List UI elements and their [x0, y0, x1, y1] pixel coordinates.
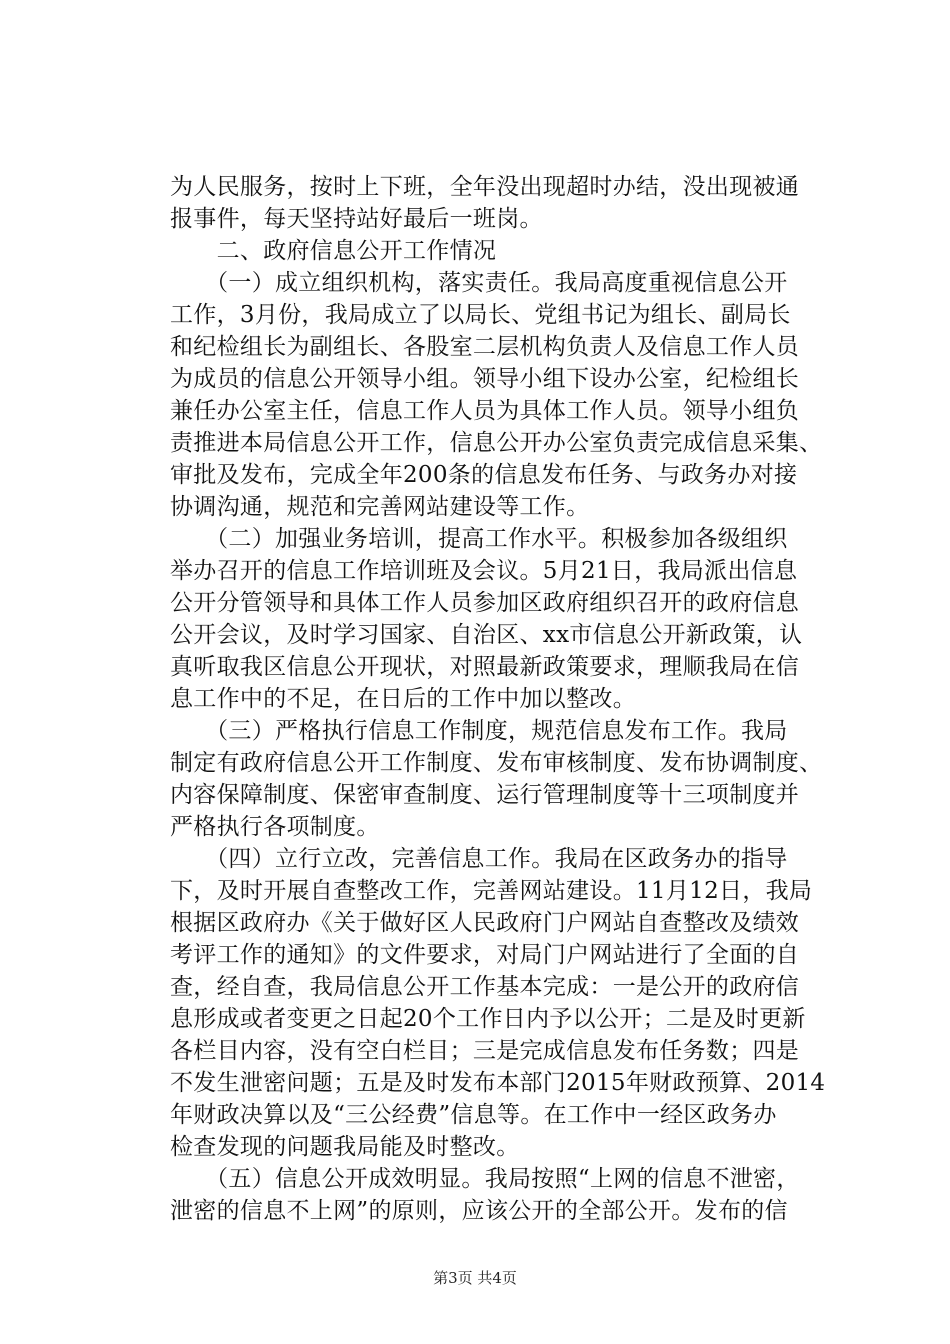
document-body [170, 171, 830, 1227]
text-line: （三）严格执行信息工作制度，规范信息发布工作。我局 [170, 718, 788, 744]
text-line: 下，及时开展自查整改工作，完善网站建设。11月12日，我局 [170, 878, 813, 904]
text-line: 工作，3月份，我局成立了以局长、党组书记为组长、副局长 [170, 302, 791, 328]
text-line: 为人民服务，按时上下班，全年没出现超时办结，没出现被通 [170, 174, 800, 200]
text-line: （二）加强业务培训，提高工作水平。积极参加各级组织 [170, 526, 788, 552]
text-line: （五）信息公开成效明显。我局按照“上网的信息不泄密， [170, 1166, 800, 1192]
text-line: 协调沟通，规范和完善网站建设等工作。 [170, 494, 590, 520]
page-footer: 第3页 共4页 [433, 1269, 517, 1287]
text-line: 举办召开的信息工作培训班及会议。5月21日，我局派出信息 [170, 558, 798, 584]
text-line: 检查发现的问题我局能及时整改。 [170, 1134, 520, 1160]
text-line: 公开会议，及时学习国家、自治区、xx市信息公开新政策，认 [170, 622, 803, 648]
text-line: 公开分管领导和具体工作人员参加区政府组织召开的政府信息 [170, 590, 800, 616]
text-line: 制定有政府信息公开工作制度、发布审核制度、发布协调制度、 [170, 750, 823, 776]
text-line: 责推进本局信息公开工作，信息公开办公室负责完成信息采集、 [170, 430, 823, 456]
text-line: 年财政决算以及“三公经费”信息等。在工作中一经区政务办 [170, 1102, 777, 1128]
text-line: 为成员的信息公开领导小组。领导小组下设办公室，纪检组长 [170, 366, 800, 392]
text-line: 兼任办公室主任，信息工作人员为具体工作人员。领导小组负 [170, 398, 800, 424]
text-line: 查，经自查，我局信息公开工作基本完成：一是公开的政府信 [170, 974, 800, 1000]
text-line: 各栏目内容，没有空白栏目；三是完成信息发布任务数；四是 [170, 1038, 800, 1064]
text-line: 息工作中的不足，在日后的工作中加以整改。 [170, 686, 636, 712]
text-line: 根据区政府办《关于做好区人民政府门户网站自查整改及绩效 [170, 910, 800, 936]
text-line: 不发生泄密问题；五是及时发布本部门2015年财政预算、2014 [170, 1070, 826, 1096]
text-line: 考评工作的通知》的文件要求，对局门户网站进行了全面的自 [170, 942, 800, 968]
text-line: 严格执行各项制度。 [170, 814, 380, 840]
text-line: 息形成或者变更之日起20个工作日内予以公开；二是及时更新 [170, 1006, 806, 1032]
text-line: 和纪检组长为副组长、各股室二层机构负责人及信息工作人员 [170, 334, 800, 360]
text-line: 报事件，每天坚持站好最后一班岗。 [170, 206, 543, 232]
section-heading: 二、政府信息公开工作情况 [170, 238, 497, 264]
text-line: 内容保障制度、保密审查制度、运行管理制度等十三项制度并 [170, 782, 800, 808]
text-line: （一）成立组织机构，落实责任。我局高度重视信息公开 [170, 270, 788, 296]
text-line: （四）立行立改，完善信息工作。我局在区政务办的指导 [170, 846, 788, 872]
text-line: 审批及发布，完成全年200条的信息发布任务、与政务办对接 [170, 462, 798, 488]
text-line: 泄密的信息不上网”的原则，应该公开的全部公开。发布的信 [170, 1198, 788, 1224]
text-line: 真听取我区信息公开现状，对照最新政策要求，理顺我局在信 [170, 654, 800, 680]
